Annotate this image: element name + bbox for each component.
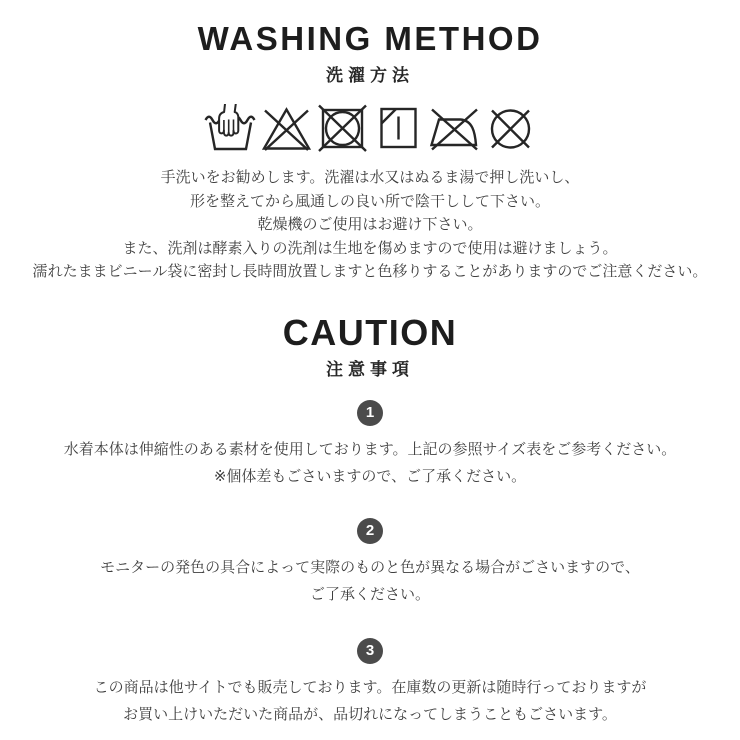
caution-item-2-text [0, 554, 740, 608]
caution-line: ご了承ください。 [309, 585, 430, 603]
caution-item-3 [0, 638, 740, 728]
caution-item-1-text [0, 436, 740, 490]
number-badge-3: 3 [357, 638, 383, 664]
laundry-symbols-row [0, 104, 740, 152]
washing-method-section [0, 20, 740, 284]
washing-instruction-line: 濡れたままビニール袋に密封し長時間放置しますと色移りすることがありますのでご注意ください。 [32, 263, 708, 280]
caution-section [0, 311, 740, 728]
do-not-dry-clean-icon [484, 104, 537, 152]
number-badge-2: 2 [357, 518, 383, 544]
washing-method-subtitle: 洗濯方法 [326, 66, 414, 85]
washing-instructions [0, 166, 740, 284]
caution-subtitle: 注意事項 [326, 359, 414, 379]
washing-instruction-line: 形を整えてから風通しの良い所で陰干しして下さい。 [189, 192, 550, 210]
washing-instruction-line: 手洗いをお勧めします。洗濯は水又はぬるま湯で押し洗いし、 [160, 169, 580, 186]
do-not-bleach-icon [260, 104, 313, 152]
caution-line: 水着本体は伸縮性のある素材を使用しております。上記の参照サイズ表をご参考ください。 [63, 440, 677, 458]
washing-instruction-line: 乾燥機のご使用はお避け下さい。 [257, 216, 483, 233]
do-not-tumble-dry-icon [316, 104, 369, 152]
caution-line: モニターの発色の具合によって実際のものと色が異なる場合がごさいますので、 [100, 558, 640, 576]
caution-title: CAUTION [282, 311, 458, 353]
washing-method-title: WASHING METHOD [197, 20, 543, 57]
number-badge-1: 1 [357, 400, 383, 426]
caution-line: この商品は他サイトでも販売しております。在庫数の更新は随時行っておりますが [93, 678, 647, 696]
caution-item-3-text [0, 674, 740, 728]
caution-line: お買い上けいただいた商品が、品切れになってしまうこともごさいます。 [123, 705, 617, 723]
do-not-iron-icon [428, 104, 481, 152]
hand-wash-icon [204, 104, 257, 152]
dry-in-shade-icon [372, 104, 425, 152]
caution-item-1 [0, 400, 740, 490]
washing-instruction-line: また、洗剤は酵素入りの洗剤は生地を傷めますので使用は避けましょう。 [122, 239, 618, 257]
caution-line: ※個体差もごさいますので、ご了承ください。 [213, 467, 527, 485]
caution-item-2 [0, 518, 740, 608]
